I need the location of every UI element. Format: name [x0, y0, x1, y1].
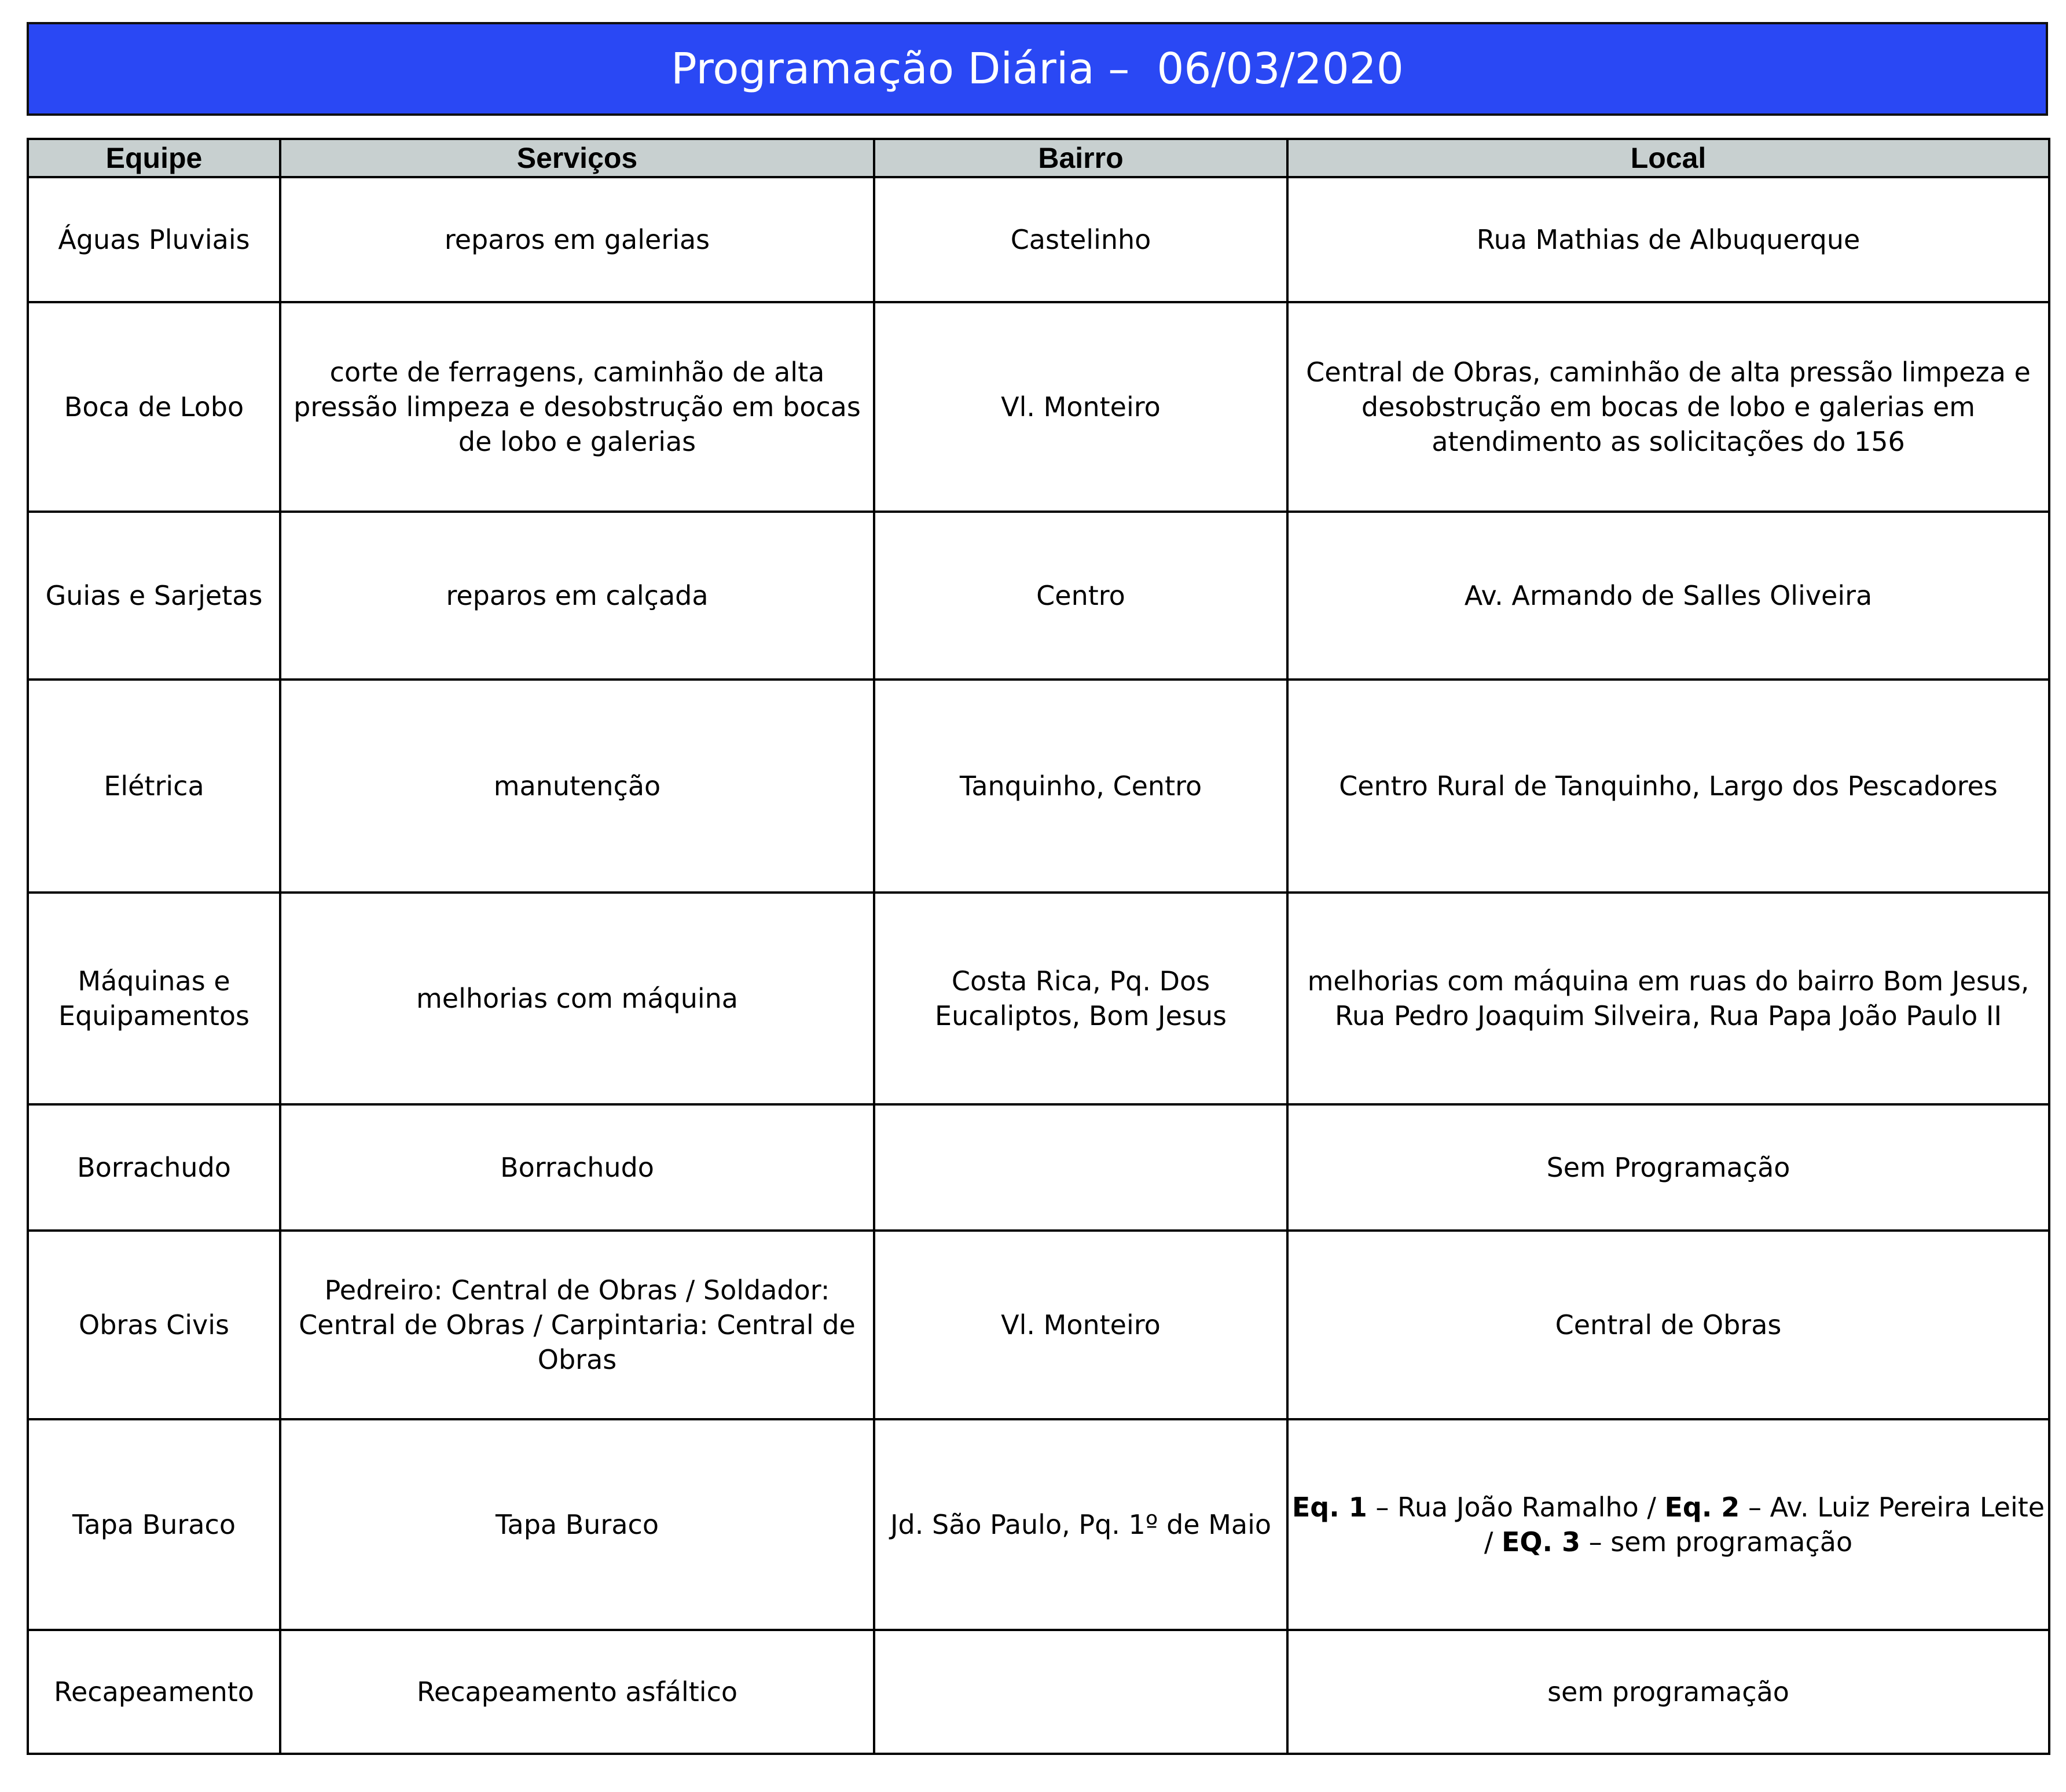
cell-bairro [874, 1630, 1287, 1754]
cell-local: melhorias com máquina em ruas do bairro Bom Jesus, Rua Pedro Joaquim Silveira, Rua Papa João Paulo II [1287, 893, 2049, 1104]
cell-servicos: reparos em calçada [280, 512, 874, 680]
eq1-text: – Rua João Ramalho / [1367, 1492, 1665, 1523]
table-row [28, 1630, 2049, 1754]
table-row [28, 680, 2049, 893]
schedule-table [27, 138, 2050, 1755]
cell-servicos: Tapa Buraco [280, 1419, 874, 1630]
table-header-row [28, 139, 2049, 177]
cell-local: Centro Rural de Tanquinho, Largo dos Pescadores [1287, 680, 2049, 893]
cell-equipe: Obras Civis [28, 1231, 280, 1419]
cell-bairro: Tanquinho, Centro [874, 680, 1287, 893]
cell-bairro: Castelinho [874, 177, 1287, 302]
cell-bairro: Vl. Monteiro [874, 302, 1287, 512]
table-row [28, 177, 2049, 302]
cell-equipe: Borrachudo [28, 1104, 280, 1231]
table-row [28, 512, 2049, 680]
cell-servicos: Recapeamento asfáltico [280, 1630, 874, 1754]
cell-equipe: Boca de Lobo [28, 302, 280, 512]
cell-local: sem programação [1287, 1630, 2049, 1754]
eq1-label: Eq. 1 [1291, 1492, 1367, 1523]
cell-local: Central de Obras, caminhão de alta pressão limpeza e desobstrução em bocas de lobo e galerias em atendimento as solicitações do 156 [1287, 302, 2049, 512]
table-row [28, 1104, 2049, 1231]
cell-equipe: Recapeamento [28, 1630, 280, 1754]
cell-bairro: Centro [874, 512, 1287, 680]
cell-equipe: Máquinas e Equipamentos [28, 893, 280, 1104]
cell-bairro [874, 1104, 1287, 1231]
table-row [28, 893, 2049, 1104]
cell-local: Av. Armando de Salles Oliveira [1287, 512, 2049, 680]
cell-bairro: Costa Rica, Pq. Dos Eucaliptos, Bom Jesus [874, 893, 1287, 1104]
cell-local: Sem Programação [1287, 1104, 2049, 1231]
cell-equipe: Tapa Buraco [28, 1419, 280, 1630]
table-row [28, 302, 2049, 512]
header-servicos: Serviços [280, 139, 874, 177]
header-bairro: Bairro [874, 139, 1287, 177]
eq2-text: – Av. Luiz Pereira Leite / [1484, 1492, 2045, 1558]
cell-servicos: reparos em galerias [280, 177, 874, 302]
page-title: Programação Diária – 06/03/2020 [671, 44, 1404, 94]
cell-local [1287, 1419, 2049, 1630]
title-bar [27, 22, 2048, 116]
cell-bairro: Jd. São Paulo, Pq. 1º de Maio [874, 1419, 1287, 1630]
cell-equipe: Elétrica [28, 680, 280, 893]
cell-local: Central de Obras [1287, 1231, 2049, 1419]
cell-local: Rua Mathias de Albuquerque [1287, 177, 2049, 302]
header-local: Local [1287, 139, 2049, 177]
cell-bairro: Vl. Monteiro [874, 1231, 1287, 1419]
table-row [28, 1419, 2049, 1630]
eq3-text: – sem programação [1580, 1526, 1853, 1558]
cell-servicos: Pedreiro: Central de Obras / Soldador: Central de Obras / Carpintaria: Central de Obras [280, 1231, 874, 1419]
cell-servicos: Borrachudo [280, 1104, 874, 1231]
cell-servicos: manutenção [280, 680, 874, 893]
cell-servicos: corte de ferragens, caminhão de alta pressão limpeza e desobstrução em bocas de lobo e galerias [280, 302, 874, 512]
cell-servicos: melhorias com máquina [280, 893, 874, 1104]
cell-equipe: Guias e Sarjetas [28, 512, 280, 680]
eq3-label: EQ. 3 [1501, 1526, 1581, 1558]
header-equipe: Equipe [28, 139, 280, 177]
table-row [28, 1231, 2049, 1419]
cell-equipe: Águas Pluviais [28, 177, 280, 302]
eq2-label: Eq. 2 [1664, 1492, 1740, 1523]
